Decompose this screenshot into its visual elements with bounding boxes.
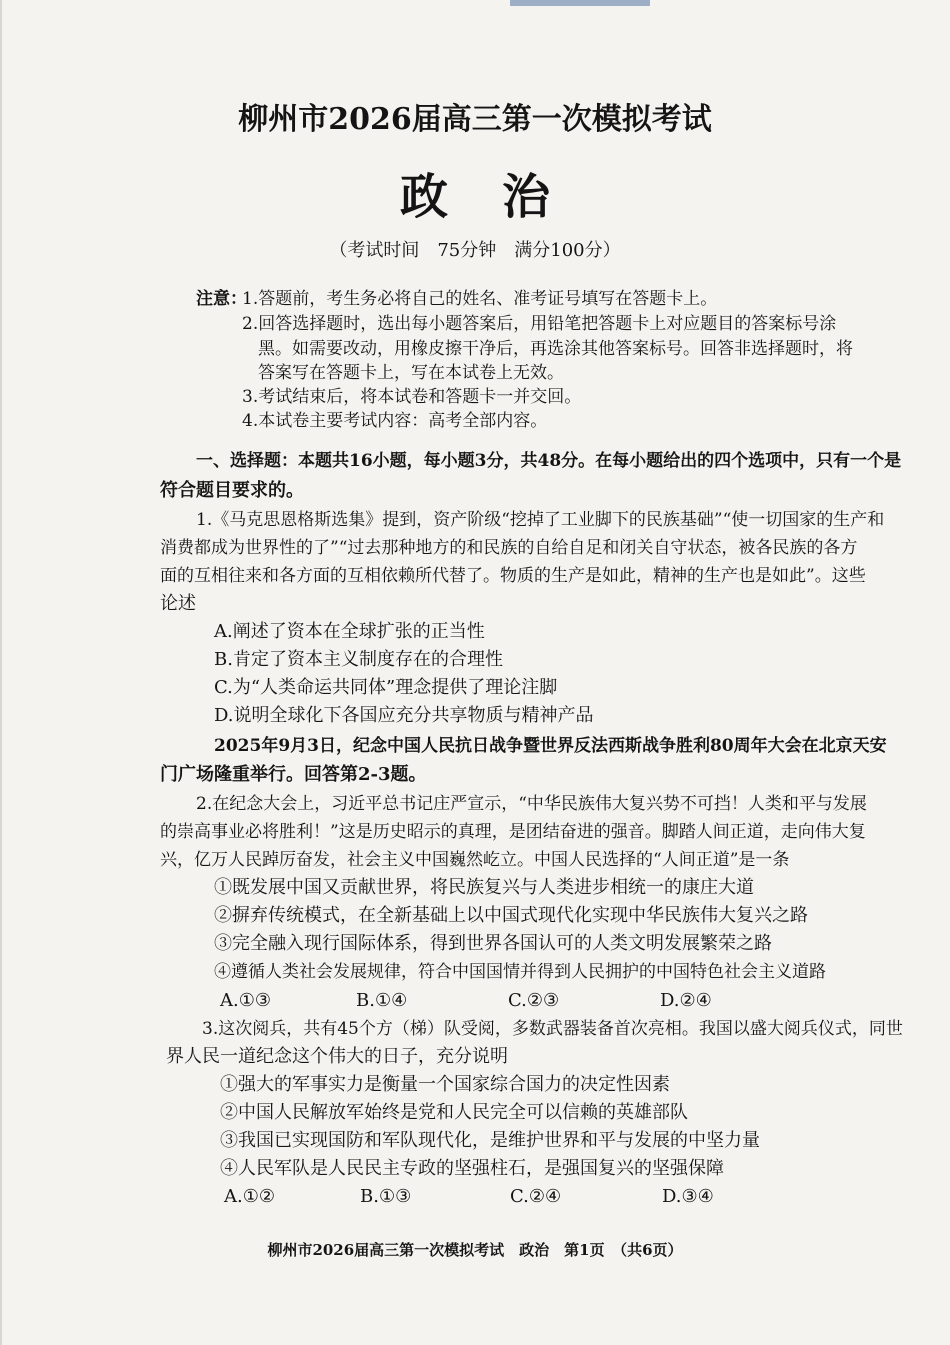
notice-label: 注意： (196, 289, 247, 309)
question-text: 1.《马克思恩格斯选集》提到，资产阶级“挖掉了工业脚下的民族基础”“使一切国家的生产和 (196, 510, 885, 530)
section-heading: 符合题目要求的。 (160, 480, 304, 501)
notice-item: 答案写在答题卡上，写在本试卷上无效。 (258, 363, 564, 383)
statement: ①强大的军事实力是衡量一个国家综合国力的决定性因素 (220, 1074, 670, 1095)
subject-title: 政治 (399, 169, 604, 225)
question-text: 兴，亿万人民踔厉奋发，社会主义中国巍然屹立。中国人民选择的“人间正道”是一条 (160, 850, 790, 870)
option-d: D.说明全球化下各国应充分共享物质与精神产品 (214, 705, 594, 726)
notice-item: 3.考试结束后，将本试卷和答题卡一并交回。 (242, 387, 582, 407)
statement: ③我国已实现国防和军队现代化，是维护世界和平与发展的中坚力量 (220, 1130, 760, 1151)
statement: ③完全融入现行国际体系，得到世界各国认可的人类文明发展繁荣之路 (214, 933, 772, 954)
material-text: 2025年9月3日，纪念中国人民抗日战争暨世界反法西斯战争胜利80周年大会在北京天安 (214, 736, 887, 756)
question-text: 2.在纪念大会上，习近平总书记庄严宣示，“中华民族伟大复兴势不可挡！人类和平与发展 (196, 794, 867, 814)
choice-d: D.②④ (660, 990, 712, 1011)
notice-item: 4.本试卷主要考试内容：高考全部内容。 (242, 411, 548, 431)
statement: ②中国人民解放军始终是党和人民完全可以信赖的英雄部队 (220, 1102, 688, 1123)
choice-a: A.①③ (220, 990, 271, 1011)
statement: ④遵循人类社会发展规律，符合中国国情并得到人民拥护的中国特色社会主义道路 (214, 962, 826, 982)
exam-meta: （考试时间 75分钟 满分100分） (329, 240, 621, 261)
option-c: C.为“人类命运共同体”理念提供了理论注脚 (214, 677, 558, 698)
material-text: 门广场隆重举行。回答第2-3题。 (160, 764, 427, 785)
choice-d: D.③④ (662, 1186, 714, 1207)
statement: ①既发展中国又贡献世界，将民族复兴与人类进步相统一的康庄大道 (214, 877, 754, 898)
question-text: 界人民一道纪念这个伟大的日子，充分说明 (166, 1046, 508, 1067)
question-text: 3.这次阅兵，共有45个方（梯）队受阅，多数武器装备首次亮相。我国以盛大阅兵仪式，同世 (202, 1019, 903, 1039)
notice-item: 1.答题前，考生务必将自己的姓名、准考证号填写在答题卡上。 (242, 289, 718, 309)
choice-c: C.②③ (508, 990, 560, 1011)
option-a: A.阐述了资本在全球扩张的正当性 (214, 621, 485, 642)
statement: ④人民军队是人民民主专政的坚强柱石，是强国复兴的坚强保障 (220, 1158, 724, 1179)
statement: ②摒弃传统模式，在全新基础上以中国式现代化实现中华民族伟大复兴之路 (214, 905, 808, 926)
exam-title: 柳州市2026届高三第一次模拟考试 (238, 102, 712, 137)
notice-item: 黑。如需要改动，用橡皮擦干净后，再选涂其他答案标号。回答非选择题时，将 (258, 339, 853, 359)
choice-a: A.①② (224, 1186, 275, 1207)
notice-item: 2.回答选择题时，选出每小题答案后，用铅笔把答题卡上对应题目的答案标号涂 (242, 314, 837, 334)
question-text: 的崇高事业必将胜利！”这是历史昭示的真理，是团结奋进的强音。脚踏人间正道，走向伟大复 (160, 822, 866, 842)
choice-b: B.①④ (356, 990, 408, 1011)
scan-mark (510, 0, 650, 6)
choice-c: C.②④ (510, 1186, 562, 1207)
page-footer: 柳州市2026届高三第一次模拟考试 政治 第1页 （共6页） (267, 1241, 683, 1259)
question-text: 论述 (160, 593, 196, 614)
option-b: B.肯定了资本主义制度存在的合理性 (214, 649, 503, 670)
choice-b: B.①③ (360, 1186, 412, 1207)
question-text: 面的互相往来和各方面的互相依赖所代替了。物质的生产是如此，精神的生产也是如此”。这些 (160, 566, 866, 586)
question-text: 消费都成为世界性的了”“过去那种地方的和民族的自给自足和闭关自守状态，被各民族的各方 (160, 538, 858, 558)
section-heading: 一、选择题：本题共16小题，每小题3分，共48分。在每小题给出的四个选项中，只有一个是 (196, 451, 902, 471)
